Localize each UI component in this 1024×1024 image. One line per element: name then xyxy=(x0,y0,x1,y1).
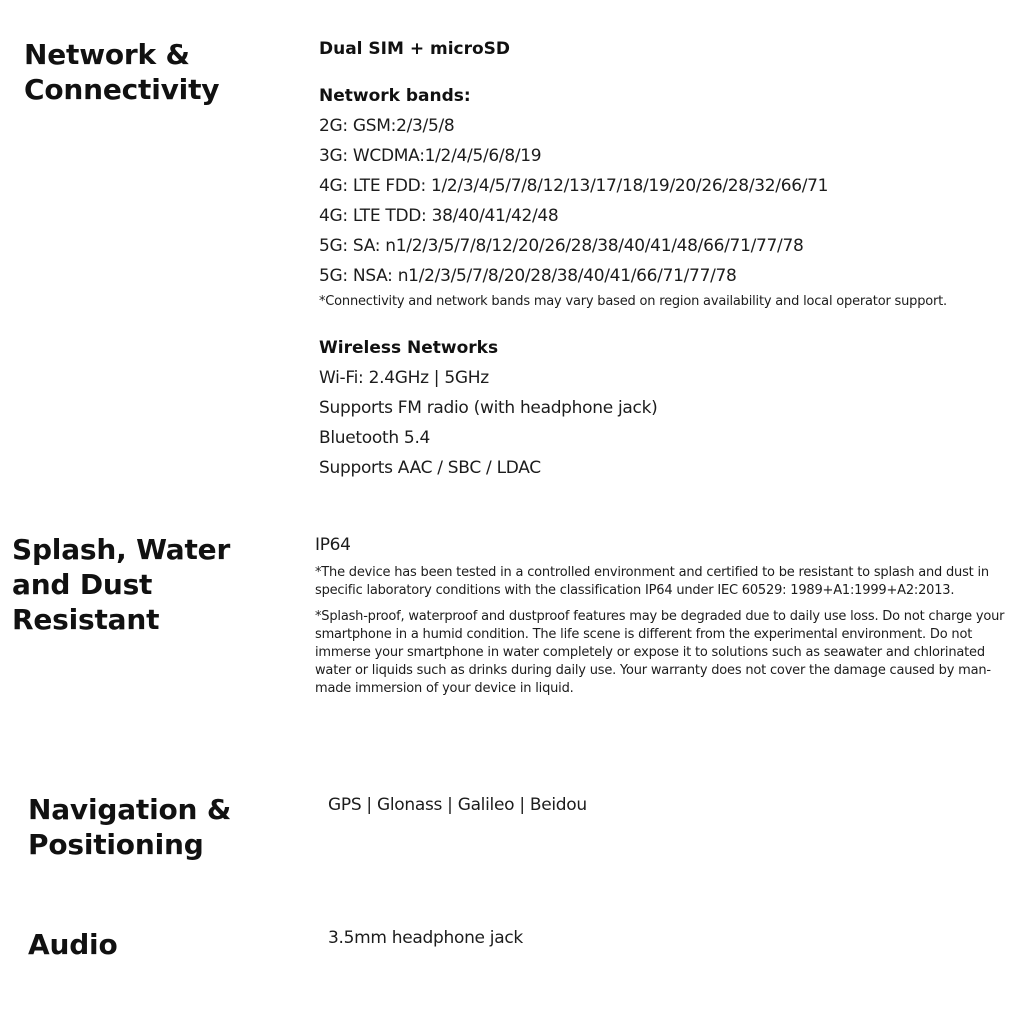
headphone-jack-spec: 3.5mm headphone jack xyxy=(328,928,523,948)
audio-section-title: Audio xyxy=(28,928,118,961)
band-5g-nsa: 5G: NSA: n1/2/3/5/7/8/20/28/38/40/41/66/71/77/78 xyxy=(319,266,737,286)
wireless-networks-list xyxy=(319,363,1009,483)
wifi-spec: Wi-Fi: 2.4GHz | 5GHz xyxy=(319,368,489,388)
network-bands-note: *Connectivity and network bands may vary based on region availability and local operator support. xyxy=(319,294,947,309)
wireless-networks-heading: Wireless Networks xyxy=(319,338,499,358)
band-5g-sa: 5G: SA: n1/2/3/5/7/8/12/20/26/28/38/40/41/48/66/71/77/78 xyxy=(319,236,804,256)
band-4g-fdd: 4G: LTE FDD: 1/2/3/4/5/7/8/12/13/17/18/19/20/26/28/32/66/71 xyxy=(319,176,829,196)
ip-rating: IP64 xyxy=(315,535,351,555)
navigation-section-content xyxy=(328,790,1008,820)
splash-section-title: Splash, Water and Dust Resistant xyxy=(12,533,231,636)
navigation-systems: GPS | Glonass | Galileo | Beidou xyxy=(328,795,587,815)
band-4g-tdd: 4G: LTE TDD: 38/40/41/42/48 xyxy=(319,206,559,226)
audio-section-content xyxy=(328,923,1008,953)
band-3g: 3G: WCDMA:1/2/4/5/6/8/19 xyxy=(319,146,542,166)
bluetooth-spec: Bluetooth 5.4 xyxy=(319,428,431,448)
network-bands-list xyxy=(319,111,1009,291)
band-2g: 2G: GSM:2/3/5/8 xyxy=(319,116,455,136)
navigation-section-title: Navigation & Positioning xyxy=(28,793,232,861)
ip-certification-note: *The device has been tested in a controlled environment and certified to be resistant to splash and dust in specific laboratory conditions with the classification IP64 under IEC 60529: 1989+A1:1999+A2:2013. xyxy=(315,565,989,598)
sim-support-text: Dual SIM + microSD xyxy=(319,39,511,59)
network-section-content xyxy=(319,38,1009,483)
fm-radio-spec: Supports FM radio (with headphone jack) xyxy=(319,398,658,418)
water-damage-disclaimer: *Splash-proof, waterproof and dustproof features may be degraded due to daily use loss. Do not charge your smartphone in a humid condition. The life scene is different from the experimental environment. Do not immerse your smartphone in water completely or expose it to solutions such as seawater and chlorinated water or liquids such as drinks during daily use. Your warranty does not cover the damage caused by man-made immersion of your device in liquid. xyxy=(315,609,1005,696)
network-section-title: Network & Connectivity xyxy=(24,38,220,106)
network-bands-heading: Network bands: xyxy=(319,86,471,106)
audio-codecs-spec: Supports AAC / SBC / LDAC xyxy=(319,458,541,478)
splash-section-content xyxy=(315,532,1010,698)
